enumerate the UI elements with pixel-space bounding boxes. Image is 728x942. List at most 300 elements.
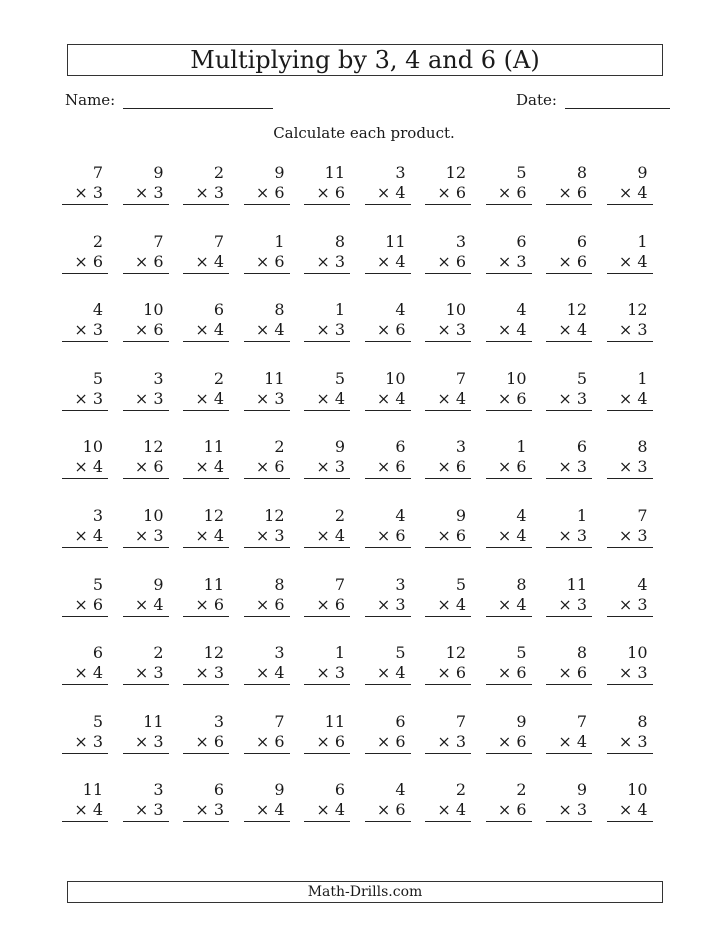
multiplier: 3: [455, 731, 466, 751]
multiplier: 6: [395, 731, 406, 751]
multiplicand: 5: [92, 711, 103, 731]
problem-item: [183, 506, 229, 548]
times-sign: ×: [376, 594, 391, 614]
multiplier-line: [304, 320, 350, 342]
multiplier-line: [244, 320, 290, 342]
times-sign: ×: [618, 800, 633, 820]
multiplicand: 2: [213, 163, 224, 182]
times-sign: ×: [316, 526, 330, 545]
times-sign: ×: [316, 800, 330, 820]
times-sign: ×: [558, 457, 572, 477]
problem-item: [425, 643, 471, 685]
multiplicand: 3: [395, 574, 406, 594]
multiplicand: 6: [395, 437, 406, 457]
multiplier-line: [607, 457, 653, 479]
problem-item: [546, 780, 592, 822]
multiplier-line: [183, 389, 229, 411]
multiplier: 3: [153, 183, 164, 202]
problem-item: [123, 506, 169, 548]
multiplier: 6: [334, 594, 345, 614]
multiplier: 6: [516, 800, 527, 820]
multiplier: 4: [213, 526, 224, 545]
multiplier: 6: [455, 526, 466, 545]
multiplier: 4: [334, 526, 345, 545]
multiplicand: 7: [274, 711, 285, 731]
multiplier-line: [304, 595, 350, 617]
problem-item: [244, 163, 290, 205]
multiplier-line: [365, 800, 411, 822]
multiplicand: 10: [143, 506, 164, 525]
multiplier-line: [486, 457, 532, 479]
multiplier-line: [244, 183, 290, 205]
multiplicand: 1: [274, 231, 285, 251]
times-sign: ×: [134, 731, 149, 751]
multiplicand: 3: [274, 643, 285, 663]
multiplier-line: [425, 800, 471, 822]
multiplier-line: [304, 389, 350, 411]
multiplier-line: [365, 595, 411, 617]
times-sign: ×: [255, 594, 270, 614]
times-sign: ×: [376, 663, 391, 683]
multiplicand: 5: [334, 368, 345, 388]
multiplier: 6: [274, 183, 285, 202]
problem-item: [62, 643, 108, 685]
multiplier-line: [425, 320, 471, 342]
problem-item: [304, 369, 350, 411]
multiplicand: 9: [334, 437, 345, 457]
times-sign: ×: [558, 731, 572, 751]
multiplier: 6: [395, 320, 406, 340]
multiplier: 4: [274, 800, 285, 820]
multiplier: 4: [395, 183, 406, 202]
times-sign: ×: [618, 183, 633, 202]
multiplicand: 4: [395, 506, 406, 525]
multiplicand: 3: [213, 711, 224, 731]
problem-item: [244, 712, 290, 754]
multiplier: 3: [395, 594, 406, 614]
multiplicand: 3: [395, 163, 406, 182]
footer: [67, 881, 663, 903]
multiplier: 6: [395, 457, 406, 477]
multiplier: 3: [576, 457, 587, 477]
multiplier-line: [62, 320, 108, 342]
multiplicand: 10: [445, 300, 466, 320]
times-sign: ×: [74, 731, 88, 751]
multiplier-line: [62, 663, 108, 685]
times-sign: ×: [558, 526, 572, 545]
times-sign: ×: [558, 594, 572, 614]
multiplier: 6: [576, 183, 587, 202]
problem-item: [365, 780, 411, 822]
multiplier: 4: [637, 183, 648, 202]
multiplicand: 7: [637, 506, 648, 525]
times-sign: ×: [497, 183, 512, 202]
problem-item: [244, 575, 290, 617]
multiplier-line: [365, 526, 411, 548]
times-sign: ×: [497, 251, 512, 271]
multiplier: 4: [274, 663, 285, 683]
multiplicand: 7: [334, 574, 345, 594]
multiplier-line: [425, 595, 471, 617]
multiplier: 4: [455, 388, 466, 408]
times-sign: ×: [376, 251, 391, 271]
times-sign: ×: [74, 526, 88, 545]
multiplier-line: [62, 457, 108, 479]
times-sign: ×: [134, 457, 149, 477]
times-sign: ×: [255, 251, 270, 271]
problem-item: [62, 780, 108, 822]
times-sign: ×: [255, 731, 270, 751]
multiplier: 4: [516, 594, 527, 614]
multiplier: 4: [334, 800, 345, 820]
times-sign: ×: [195, 183, 209, 202]
multiplicand: 12: [566, 300, 587, 320]
problem-item: [607, 506, 653, 548]
multiplicand: 3: [455, 437, 466, 457]
multiplicand: 4: [516, 300, 527, 320]
multiplier: 3: [213, 800, 224, 820]
multiplicand: 2: [455, 780, 466, 800]
times-sign: ×: [558, 320, 572, 340]
problem-item: [546, 163, 592, 205]
multiplier: 4: [213, 251, 224, 271]
times-sign: ×: [255, 800, 270, 820]
multiplier-line: [365, 732, 411, 754]
multiplicand: 9: [274, 163, 285, 182]
problem-item: [62, 437, 108, 479]
multiplier: 3: [92, 388, 103, 408]
multiplier: 3: [637, 320, 648, 340]
multiplier-line: [607, 526, 653, 548]
times-sign: ×: [195, 457, 209, 477]
times-sign: ×: [316, 388, 330, 408]
problem-item: [486, 300, 532, 342]
problem-item: [62, 163, 108, 205]
times-sign: ×: [437, 594, 451, 614]
multiplier-line: [546, 252, 592, 274]
problem-item: [486, 369, 532, 411]
problem-item: [62, 232, 108, 274]
problem-item: [62, 506, 108, 548]
times-sign: ×: [618, 388, 633, 408]
times-sign: ×: [74, 320, 88, 340]
multiplier: 3: [92, 731, 103, 751]
multiplicand: 8: [637, 711, 648, 731]
multiplicand: 3: [153, 780, 164, 800]
multiplier-line: [62, 595, 108, 617]
multiplier-line: [607, 320, 653, 342]
multiplier-line: [486, 389, 532, 411]
multiplier-line: [425, 183, 471, 205]
multiplier-line: [304, 252, 350, 274]
multiplicand: 9: [153, 574, 164, 594]
problem-item: [365, 643, 411, 685]
multiplier-line: [183, 800, 229, 822]
multiplicand: 6: [213, 780, 224, 800]
problem-item: [365, 712, 411, 754]
problem-item: [304, 437, 350, 479]
multiplier: 3: [334, 663, 345, 683]
times-sign: ×: [437, 663, 451, 683]
multiplier: 6: [395, 800, 406, 820]
multiplier-line: [365, 320, 411, 342]
problem-item: [304, 643, 350, 685]
times-sign: ×: [255, 388, 270, 408]
problem-item: [244, 437, 290, 479]
times-sign: ×: [316, 594, 330, 614]
multiplicand: 4: [637, 574, 648, 594]
multiplicand: 8: [334, 231, 345, 251]
times-sign: ×: [74, 800, 88, 820]
problem-item: [607, 712, 653, 754]
multiplicand: 9: [455, 506, 466, 525]
multiplier: 6: [455, 251, 466, 271]
problem-item: [123, 437, 169, 479]
multiplier: 3: [334, 251, 345, 271]
times-sign: ×: [558, 251, 572, 271]
multiplier-line: [123, 732, 169, 754]
multiplicand: 3: [92, 506, 103, 525]
problem-item: [183, 163, 229, 205]
multiplicand: 11: [82, 780, 103, 800]
multiplicand: 9: [153, 163, 164, 182]
multiplier: 4: [637, 800, 648, 820]
multiplicand: 5: [455, 574, 466, 594]
date-label: Date:: [516, 91, 557, 109]
times-sign: ×: [316, 320, 330, 340]
times-sign: ×: [558, 388, 572, 408]
multiplier-line: [183, 183, 229, 205]
multiplier: 4: [213, 388, 224, 408]
multiplier: 6: [213, 594, 224, 614]
multiplicand: 6: [213, 300, 224, 320]
problem-item: [607, 780, 653, 822]
multiplier-line: [304, 183, 350, 205]
multiplier-line: [244, 800, 290, 822]
multiplier: 6: [576, 663, 587, 683]
multiplicand: 5: [92, 574, 103, 594]
multiplier-line: [244, 526, 290, 548]
multiplier: 6: [153, 457, 164, 477]
multiplier: 3: [334, 320, 345, 340]
problem-item: [486, 506, 532, 548]
multiplicand: 8: [576, 163, 587, 182]
multiplicand: 11: [324, 163, 345, 182]
problem-item: [123, 232, 169, 274]
problem-item: [365, 369, 411, 411]
multiplicand: 8: [637, 437, 648, 457]
multiplicand: 4: [516, 506, 527, 525]
times-sign: ×: [195, 251, 209, 271]
multiplier: 6: [455, 183, 466, 202]
multiplier-line: [486, 320, 532, 342]
multiplier-line: [244, 252, 290, 274]
problem-item: [425, 437, 471, 479]
times-sign: ×: [497, 663, 512, 683]
multiplicand: 7: [92, 163, 103, 182]
times-sign: ×: [618, 457, 633, 477]
multiplicand: 5: [576, 368, 587, 388]
problem-item: [486, 437, 532, 479]
multiplicand: 10: [385, 368, 406, 388]
multiplier: 4: [576, 731, 587, 751]
times-sign: ×: [437, 526, 451, 545]
multiplier-line: [425, 663, 471, 685]
title-text: Multiplying by 3, 4 and 6 (A): [190, 46, 540, 74]
problem-item: [123, 780, 169, 822]
problem-item: [62, 575, 108, 617]
times-sign: ×: [255, 457, 270, 477]
multiplier-line: [123, 663, 169, 685]
multiplier: 3: [576, 594, 587, 614]
multiplicand: 10: [627, 780, 648, 800]
problem-item: [425, 232, 471, 274]
problem-item: [607, 163, 653, 205]
multiplier: 3: [153, 663, 164, 683]
multiplier: 3: [153, 388, 164, 408]
problem-item: [365, 232, 411, 274]
multiplier: 6: [153, 251, 164, 271]
problem-item: [365, 575, 411, 617]
problem-item: [62, 300, 108, 342]
times-sign: ×: [255, 526, 270, 545]
multiplier: 6: [334, 183, 345, 202]
problem-item: [183, 780, 229, 822]
multiplicand: 2: [516, 780, 527, 800]
multiplier-line: [365, 183, 411, 205]
times-sign: ×: [74, 251, 88, 271]
multiplier-line: [244, 663, 290, 685]
multiplier-line: [123, 389, 169, 411]
multiplier: 6: [274, 594, 285, 614]
multiplier-line: [183, 595, 229, 617]
problem-item: [546, 575, 592, 617]
problem-item: [365, 506, 411, 548]
multiplier-line: [123, 183, 169, 205]
multiplier-line: [183, 252, 229, 274]
multiplier-line: [62, 732, 108, 754]
multiplicand: 12: [445, 643, 466, 663]
problem-item: [425, 575, 471, 617]
multiplicand: 12: [627, 300, 648, 320]
multiplicand: 5: [516, 163, 527, 182]
multiplier: 6: [92, 594, 103, 614]
multiplicand: 8: [274, 574, 285, 594]
multiplier-line: [546, 389, 592, 411]
times-sign: ×: [134, 526, 149, 545]
multiplicand: 6: [92, 643, 103, 663]
multiplicand: 10: [82, 437, 103, 457]
multiplicand: 2: [92, 231, 103, 251]
problem-item: [183, 300, 229, 342]
multiplier: 6: [274, 731, 285, 751]
multiplier: 3: [334, 457, 345, 477]
times-sign: ×: [497, 457, 512, 477]
times-sign: ×: [134, 320, 149, 340]
times-sign: ×: [134, 251, 149, 271]
multiplicand: 11: [143, 711, 164, 731]
multiplicand: 4: [92, 300, 103, 320]
multiplicand: 6: [576, 437, 587, 457]
problem-item: [546, 300, 592, 342]
problem-item: [425, 712, 471, 754]
multiplier: 4: [576, 320, 587, 340]
multiplicand: 11: [385, 231, 406, 251]
multiplicand: 1: [334, 300, 345, 320]
multiplier-line: [607, 663, 653, 685]
problem-item: [546, 506, 592, 548]
problem-item: [123, 369, 169, 411]
multiplier: 3: [213, 183, 224, 202]
multiplier: 6: [516, 457, 527, 477]
multiplier: 3: [637, 457, 648, 477]
multiplier: 6: [334, 731, 345, 751]
multiplier: 6: [516, 183, 527, 202]
times-sign: ×: [437, 183, 451, 202]
multiplier-line: [365, 457, 411, 479]
problem-item: [425, 163, 471, 205]
multiplier-line: [365, 663, 411, 685]
times-sign: ×: [134, 800, 149, 820]
problem-item: [365, 300, 411, 342]
multiplicand: 4: [395, 780, 406, 800]
problem-item: [546, 369, 592, 411]
multiplicand: 1: [637, 368, 648, 388]
multiplier-line: [304, 800, 350, 822]
problem-item: [304, 780, 350, 822]
times-sign: ×: [376, 388, 391, 408]
multiplicand: 3: [153, 368, 164, 388]
multiplier: 3: [274, 526, 285, 545]
multiplicand: 11: [324, 711, 345, 731]
times-sign: ×: [618, 526, 633, 545]
times-sign: ×: [437, 320, 451, 340]
multiplier: 3: [576, 526, 587, 545]
multiplier-line: [183, 526, 229, 548]
problem-item: [546, 232, 592, 274]
multiplicand: 11: [566, 574, 587, 594]
times-sign: ×: [376, 183, 391, 202]
multiplier-line: [607, 732, 653, 754]
multiplier-line: [183, 663, 229, 685]
multiplier: 3: [637, 663, 648, 683]
problem-item: [304, 163, 350, 205]
multiplicand: 7: [455, 711, 466, 731]
multiplicand: 1: [516, 437, 527, 457]
problem-item: [304, 575, 350, 617]
multiplier-line: [183, 457, 229, 479]
multiplicand: 6: [516, 231, 527, 251]
multiplier-line: [244, 457, 290, 479]
multiplicand: 5: [516, 643, 527, 663]
problem-item: [425, 780, 471, 822]
multiplier-line: [546, 663, 592, 685]
multiplier: 4: [274, 320, 285, 340]
multiplicand: 11: [203, 437, 224, 457]
times-sign: ×: [255, 183, 270, 202]
problem-item: [123, 643, 169, 685]
multiplier: 6: [516, 388, 527, 408]
times-sign: ×: [255, 663, 270, 683]
multiplier-line: [244, 732, 290, 754]
multiplier: 3: [576, 388, 587, 408]
multiplicand: 2: [213, 368, 224, 388]
problem-item: [244, 506, 290, 548]
multiplier: 6: [274, 251, 285, 271]
times-sign: ×: [316, 183, 330, 202]
multiplier-line: [607, 800, 653, 822]
multiplier-line: [62, 389, 108, 411]
